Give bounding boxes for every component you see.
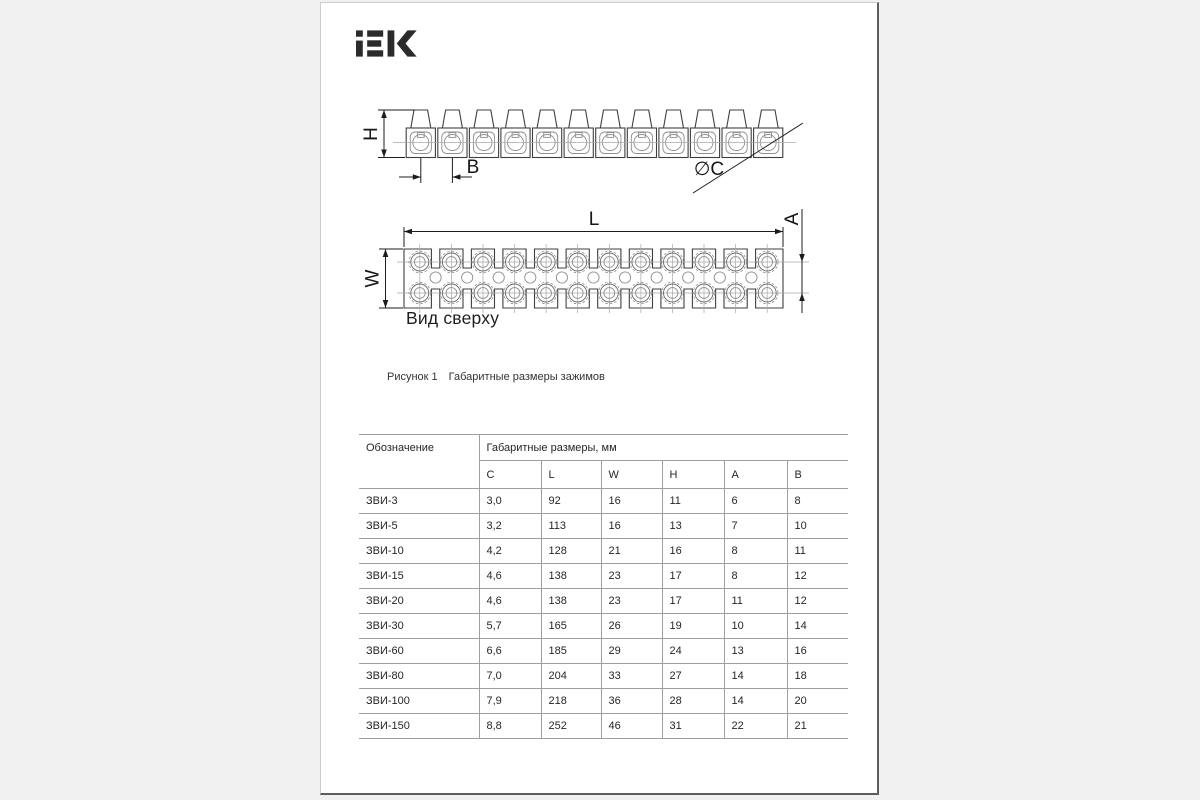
cell-value: 8 [787, 489, 848, 514]
dim-label-b: B [466, 157, 480, 178]
cell-value: 17 [662, 564, 724, 589]
cell-value: 13 [724, 639, 787, 664]
cell-value: 5,7 [479, 614, 541, 639]
cell-value: 4,2 [479, 539, 541, 564]
cell-value: 23 [601, 564, 662, 589]
cell-value: 16 [662, 539, 724, 564]
column-header-a: A [724, 461, 787, 489]
cell-value: 3,0 [479, 489, 541, 514]
cell-value: 14 [724, 664, 787, 689]
cell-value: 16 [787, 639, 848, 664]
cell-value: 12 [787, 564, 848, 589]
cell-value: 28 [662, 689, 724, 714]
cell-value: 21 [601, 539, 662, 564]
cell-value: 92 [541, 489, 601, 514]
cell-value: 14 [724, 689, 787, 714]
side-view-drawing [393, 110, 796, 158]
column-header-c: C [479, 461, 541, 489]
cell-value: 14 [787, 614, 848, 639]
figure-caption-text: Габаритные размеры зажимов [448, 371, 605, 383]
cell-designation: ЗВИ-5 [359, 514, 479, 539]
cell-value: 23 [601, 589, 662, 614]
table-row [359, 589, 848, 614]
cell-value: 12 [787, 589, 848, 614]
cell-value: 17 [662, 589, 724, 614]
cell-value: 7,0 [479, 664, 541, 689]
document-page [320, 2, 879, 795]
cell-designation: ЗВИ-20 [359, 589, 479, 614]
cell-designation: ЗВИ-100 [359, 689, 479, 714]
cell-value: 4,6 [479, 564, 541, 589]
cell-value: 27 [662, 664, 724, 689]
cell-value: 20 [787, 689, 848, 714]
cell-value: 21 [787, 714, 848, 739]
table-row [359, 614, 848, 639]
cell-designation: ЗВИ-30 [359, 614, 479, 639]
cell-value: 8,8 [479, 714, 541, 739]
figure-caption [387, 371, 605, 383]
cell-value: 6,6 [479, 639, 541, 664]
cell-designation: ЗВИ-15 [359, 564, 479, 589]
table-row [359, 639, 848, 664]
cell-value: 16 [601, 514, 662, 539]
cell-value: 8 [724, 564, 787, 589]
dim-label-a: A [782, 212, 803, 226]
cell-value: 29 [601, 639, 662, 664]
cell-value: 185 [541, 639, 601, 664]
cell-value: 113 [541, 514, 601, 539]
cell-value: 24 [662, 639, 724, 664]
dim-label-w: W [362, 269, 384, 288]
top-view-drawing [397, 244, 809, 313]
cell-designation: ЗВИ-3 [359, 489, 479, 514]
cell-value: 46 [601, 714, 662, 739]
cell-designation: ЗВИ-10 [359, 539, 479, 564]
cell-value: 13 [662, 514, 724, 539]
column-header-h: H [662, 461, 724, 489]
cell-value: 16 [601, 489, 662, 514]
table-row [359, 689, 848, 714]
cell-value: 4,6 [479, 589, 541, 614]
table-row [359, 539, 848, 564]
cell-value: 7 [724, 514, 787, 539]
cell-designation: ЗВИ-60 [359, 639, 479, 664]
header-designation: Обозначение [359, 435, 479, 489]
figure-caption-number: Рисунок 1 [387, 371, 438, 383]
table-row [359, 514, 848, 539]
dim-label-l: L [588, 209, 600, 230]
cell-value: 19 [662, 614, 724, 639]
cell-value: 8 [724, 539, 787, 564]
cell-value: 6 [724, 489, 787, 514]
dim-label-h: H [361, 127, 382, 141]
table-row [359, 489, 848, 514]
cell-value: 7,9 [479, 689, 541, 714]
header-dimensions-group: Габаритные размеры, мм [479, 435, 848, 461]
cell-value: 3,2 [479, 514, 541, 539]
cell-value: 18 [787, 664, 848, 689]
cell-value: 10 [724, 614, 787, 639]
cell-value: 138 [541, 564, 601, 589]
cell-value: 218 [541, 689, 601, 714]
cell-value: 138 [541, 589, 601, 614]
cell-value: 31 [662, 714, 724, 739]
table-header-row [359, 435, 848, 461]
column-header-w: W [601, 461, 662, 489]
column-header-b: B [787, 461, 848, 489]
top-view-label: Вид сверху [406, 308, 500, 328]
cell-value: 10 [787, 514, 848, 539]
cell-value: 11 [724, 589, 787, 614]
cell-designation: ЗВИ-80 [359, 664, 479, 689]
cell-value: 22 [724, 714, 787, 739]
cell-value: 128 [541, 539, 601, 564]
cell-value: 26 [601, 614, 662, 639]
cell-value: 11 [787, 539, 848, 564]
dimensions-table [359, 434, 848, 739]
cell-value: 33 [601, 664, 662, 689]
table-row [359, 664, 848, 689]
cell-value: 204 [541, 664, 601, 689]
cell-value: 11 [662, 489, 724, 514]
cell-value: 165 [541, 614, 601, 639]
table-row [359, 564, 848, 589]
cell-designation: ЗВИ-150 [359, 714, 479, 739]
column-header-l: L [541, 461, 601, 489]
cell-value: 36 [601, 689, 662, 714]
cell-value: 252 [541, 714, 601, 739]
table-row [359, 714, 848, 739]
dim-label-c: ∅C [693, 159, 725, 180]
